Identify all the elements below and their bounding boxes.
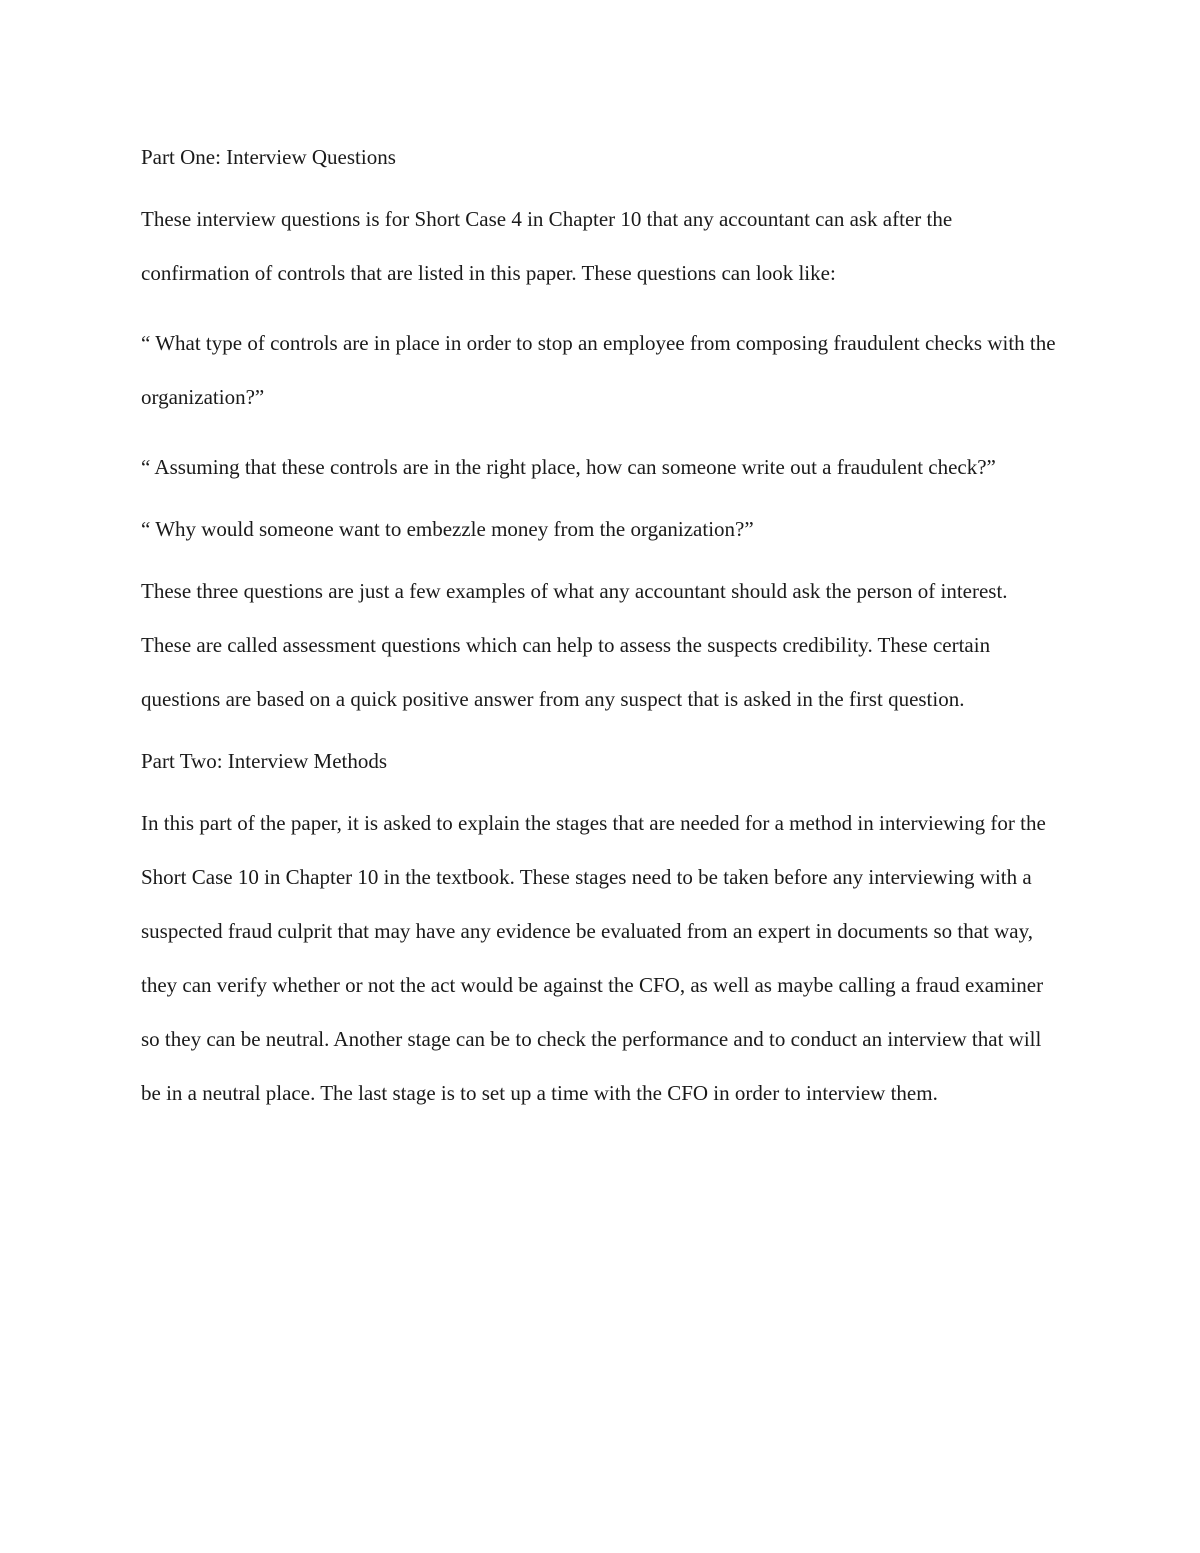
document-body (141, 138, 1061, 1136)
question-three: “ Why would someone want to embezzle money from the organization?” (141, 517, 754, 541)
question-two: “ Assuming that these controls are in the right place, how can someone write out a fraudulent check?” (141, 455, 996, 479)
question-one: “ What type of controls are in place in order to stop an employee from composing fraudulent checks with the organization?” (141, 331, 1056, 409)
section-heading-part-two: Part Two: Interview Methods (141, 749, 388, 773)
assessment-paragraph: These three questions are just a few examples of what any accountant should ask the person of interest. These are called assessment questions which can help to assess the suspects credibility. These certain questions are based on a quick positive answer from any suspect that is asked in the first question. (141, 579, 1008, 711)
section-heading-part-one: Part One: Interview Questions (141, 145, 396, 169)
methods-paragraph: In this part of the paper, it is asked to explain the stages that are needed for a method in interviewing for the Short Case 10 in Chapter 10 in the textbook. These stages need to be taken before any interviewing with a suspected fraud culprit that may have any evidence be evaluated from an expert in documents so that way, they can verify whether or not the act would be against the CFO, as well as maybe calling a fraud examiner so they can be neutral. Another stage can be to check the performance and to conduct an interview that will be in a neutral place. The last stage is to set up a time with the CFO in order to interview them. (141, 811, 1046, 1105)
intro-paragraph: These interview questions is for Short Case 4 in Chapter 10 that any accountant can ask after the confirmation of controls that are listed in this paper. These questions can look like: (141, 207, 953, 285)
